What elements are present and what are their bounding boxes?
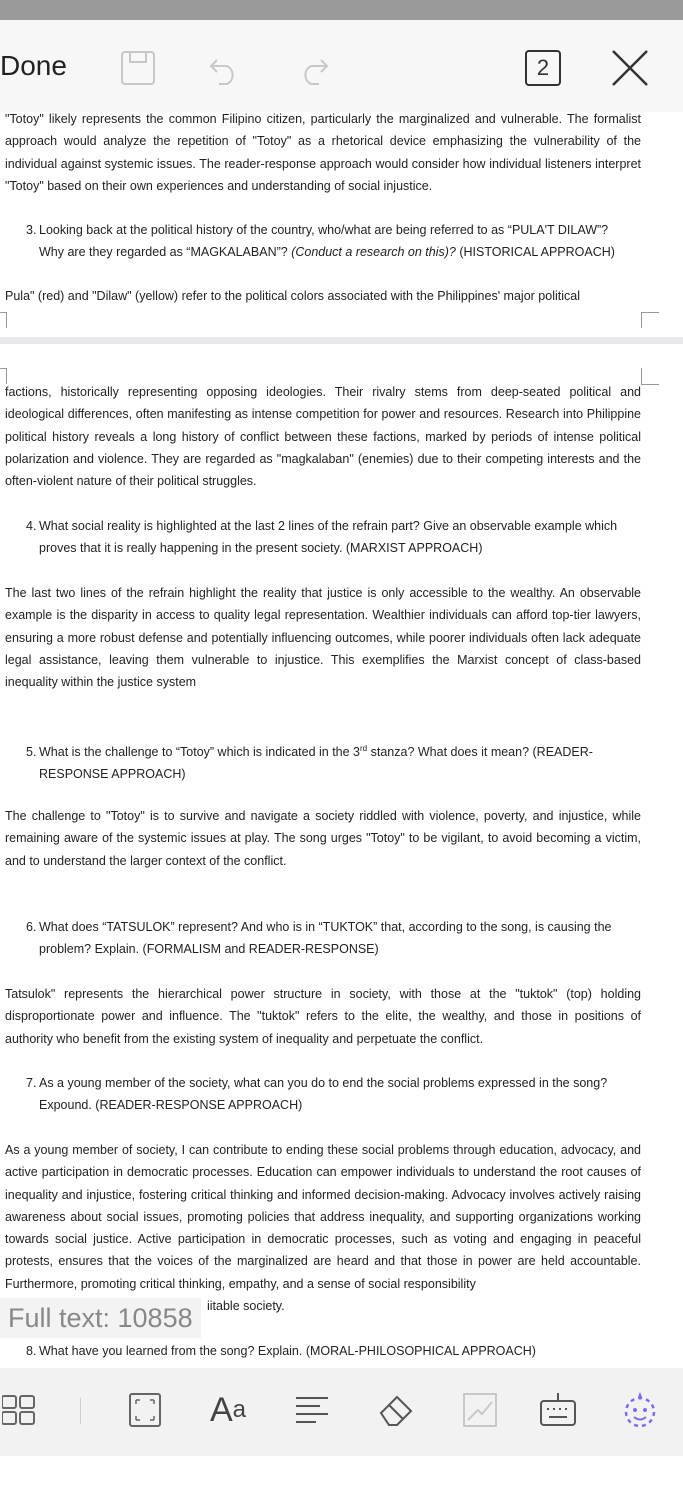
bottom-toolbar xyxy=(0,1368,683,1456)
question-number: 7. xyxy=(26,1076,37,1090)
eraser-icon[interactable] xyxy=(376,1388,416,1432)
crop-mark xyxy=(641,384,659,385)
answer-7-text: As a young member of society, I can contribute to ending these social problems through education, advocacy, and active participation in democratic processes. Education can empower individuals to understand the root causes of inequality and injustice, fostering critical thinking and informed decision-making. Advocacy involves actively raising awareness about social issues, promoting policies that address inequality, and supporting organizations working towards social justice. Active participation in democratic processes, such as voting and engaging in peaceful protests, ensures that the voices of the marginalized are heard and that those in power are held accountable. Furthermore, promoting critical thinking, empathy, and a sense of social responsibility xyxy=(5,1143,641,1291)
redo-icon[interactable] xyxy=(295,48,331,88)
crop-mark xyxy=(641,312,659,313)
top-toolbar xyxy=(0,20,683,112)
toolbar-divider xyxy=(80,1398,81,1424)
done-button[interactable]: Done xyxy=(0,50,67,81)
answer-3-part2: factions, historically representing opposing ideologies. Their rivalry stems from deep-seated political and ideological differences, often manifesting as intense competition for power and resources. Research into Philippine political history reveals a long history of conflict between these factions, marked by periods of intense political polarization and violence. They are regarded as "magkalaban" (enemies) due to their competing interests and the often-violent nature of their political struggles. xyxy=(5,385,641,489)
save-icon[interactable] xyxy=(120,48,156,88)
bottom-safe-area xyxy=(0,1456,683,1490)
answer-5-text: The challenge to "Totoy" is to survive and navigate a society riddled with violence, poverty, and injustice, while remaining aware of the systemic issues at play. The song urges "Totoy" to be vigilant, to avoid becoming a victim, and to understand the larger context of the conflict. xyxy=(5,809,641,868)
question-3-line1: Looking back at the political history of the country, who/what are being referred to as “PULA'T DILAW”? xyxy=(39,223,609,237)
undo-icon[interactable] xyxy=(207,48,243,88)
layout-icon[interactable] xyxy=(0,1388,40,1432)
question-5: 5. What is the challenge to “Totoy” which is indicated in the 3rd stanza? What does it mean? (READER- RESPONSE APPROACH) xyxy=(26,738,642,786)
question-6: 6. What does “TATSULOK” represent? And who is in “TUKTOK” that, according to the song, is causing the problem? Explain. (FORMALISM and READER-RESPONSE) xyxy=(26,916,642,961)
question-3-line2: Why are they regarded as “MAGKALABAN”? (Conduct a research on this)? (HISTORICAL APPROACH) xyxy=(39,245,615,260)
font-icon[interactable]: A a xyxy=(209,1390,247,1429)
answer-3-part1: Pula" (red) and "Dilaw" (yellow) refer to the political colors associated with the Philippines' major political xyxy=(5,289,580,303)
close-icon[interactable] xyxy=(610,48,650,88)
answer-6-text: Tatsulok" represents the hierarchical power structure in society, with those at the "tuktok" (top) holding disproportionate power and influence. The "tuktok" refers to the elite, the wealthy, and those in positions of authority who benefit from the existing system of inequality and perpetuate the conflict. xyxy=(5,987,641,1046)
page-separator xyxy=(0,337,683,344)
question-number: 5. xyxy=(26,745,37,760)
status-bar xyxy=(0,0,683,20)
question-8: 8. What have you learned from the song? Explain. (MORAL-PHILOSOPHICAL APPROACH) xyxy=(26,1340,642,1362)
answer-2-text: "Totoy" likely represents the common Filipino citizen, particularly the marginalized and vulnerable. The formalist approach would analyze the repetition of "Totoy" as a rhetorical device emphasizing the vulnerability of the individual against systemic issues. The reader-response approach would consider how individual listeners interpret "Totoy" based on their own experiences and understanding of social injustice. xyxy=(5,112,641,193)
full-text-count-badge[interactable]: Full text: 10858 xyxy=(0,1298,201,1338)
ai-assistant-icon[interactable] xyxy=(620,1388,660,1432)
crop-mark xyxy=(641,312,642,328)
question-3 xyxy=(26,219,642,264)
fit-page-icon[interactable] xyxy=(125,1388,165,1432)
answer-4-text: The last two lines of the refrain highlight the reality that justice is only accessible to the wealthy. An observable example is the disparity in access to quality legal representation. Wealthier individuals can afford top-tier lawyers, ensuring a more robust defense and potentially influencing outcomes, while poorer individuals often lack adequate legal assistance, leaving them vulnerable to injustice. This exemplifies the Marxist concept of class-based inequality within the justice system xyxy=(5,586,641,690)
question-number: 6. xyxy=(26,920,37,934)
crop-mark xyxy=(6,312,7,328)
question-number: 3. xyxy=(26,223,37,237)
question-4: 4. What social reality is highlighted at the last 2 lines of the refrain part? Give an observable example which proves that it is really happening in the present society. (MARXIST APPROACH) xyxy=(26,515,642,560)
paragraph-align-icon[interactable] xyxy=(292,1388,332,1432)
crop-mark xyxy=(641,368,642,384)
answer-7-tail: iitable society. xyxy=(207,1299,285,1313)
question-7: 7. As a young member of the society, what can you do to end the social problems expressed in the song? Expound. (READER-RESPONSE APPROACH) xyxy=(26,1072,642,1117)
keyboard-icon[interactable] xyxy=(538,1388,578,1432)
page-count-badge[interactable]: 2 xyxy=(525,50,561,86)
draw-icon[interactable] xyxy=(460,1388,500,1432)
question-number: 8. xyxy=(26,1344,37,1358)
question-number: 4. xyxy=(26,519,37,533)
